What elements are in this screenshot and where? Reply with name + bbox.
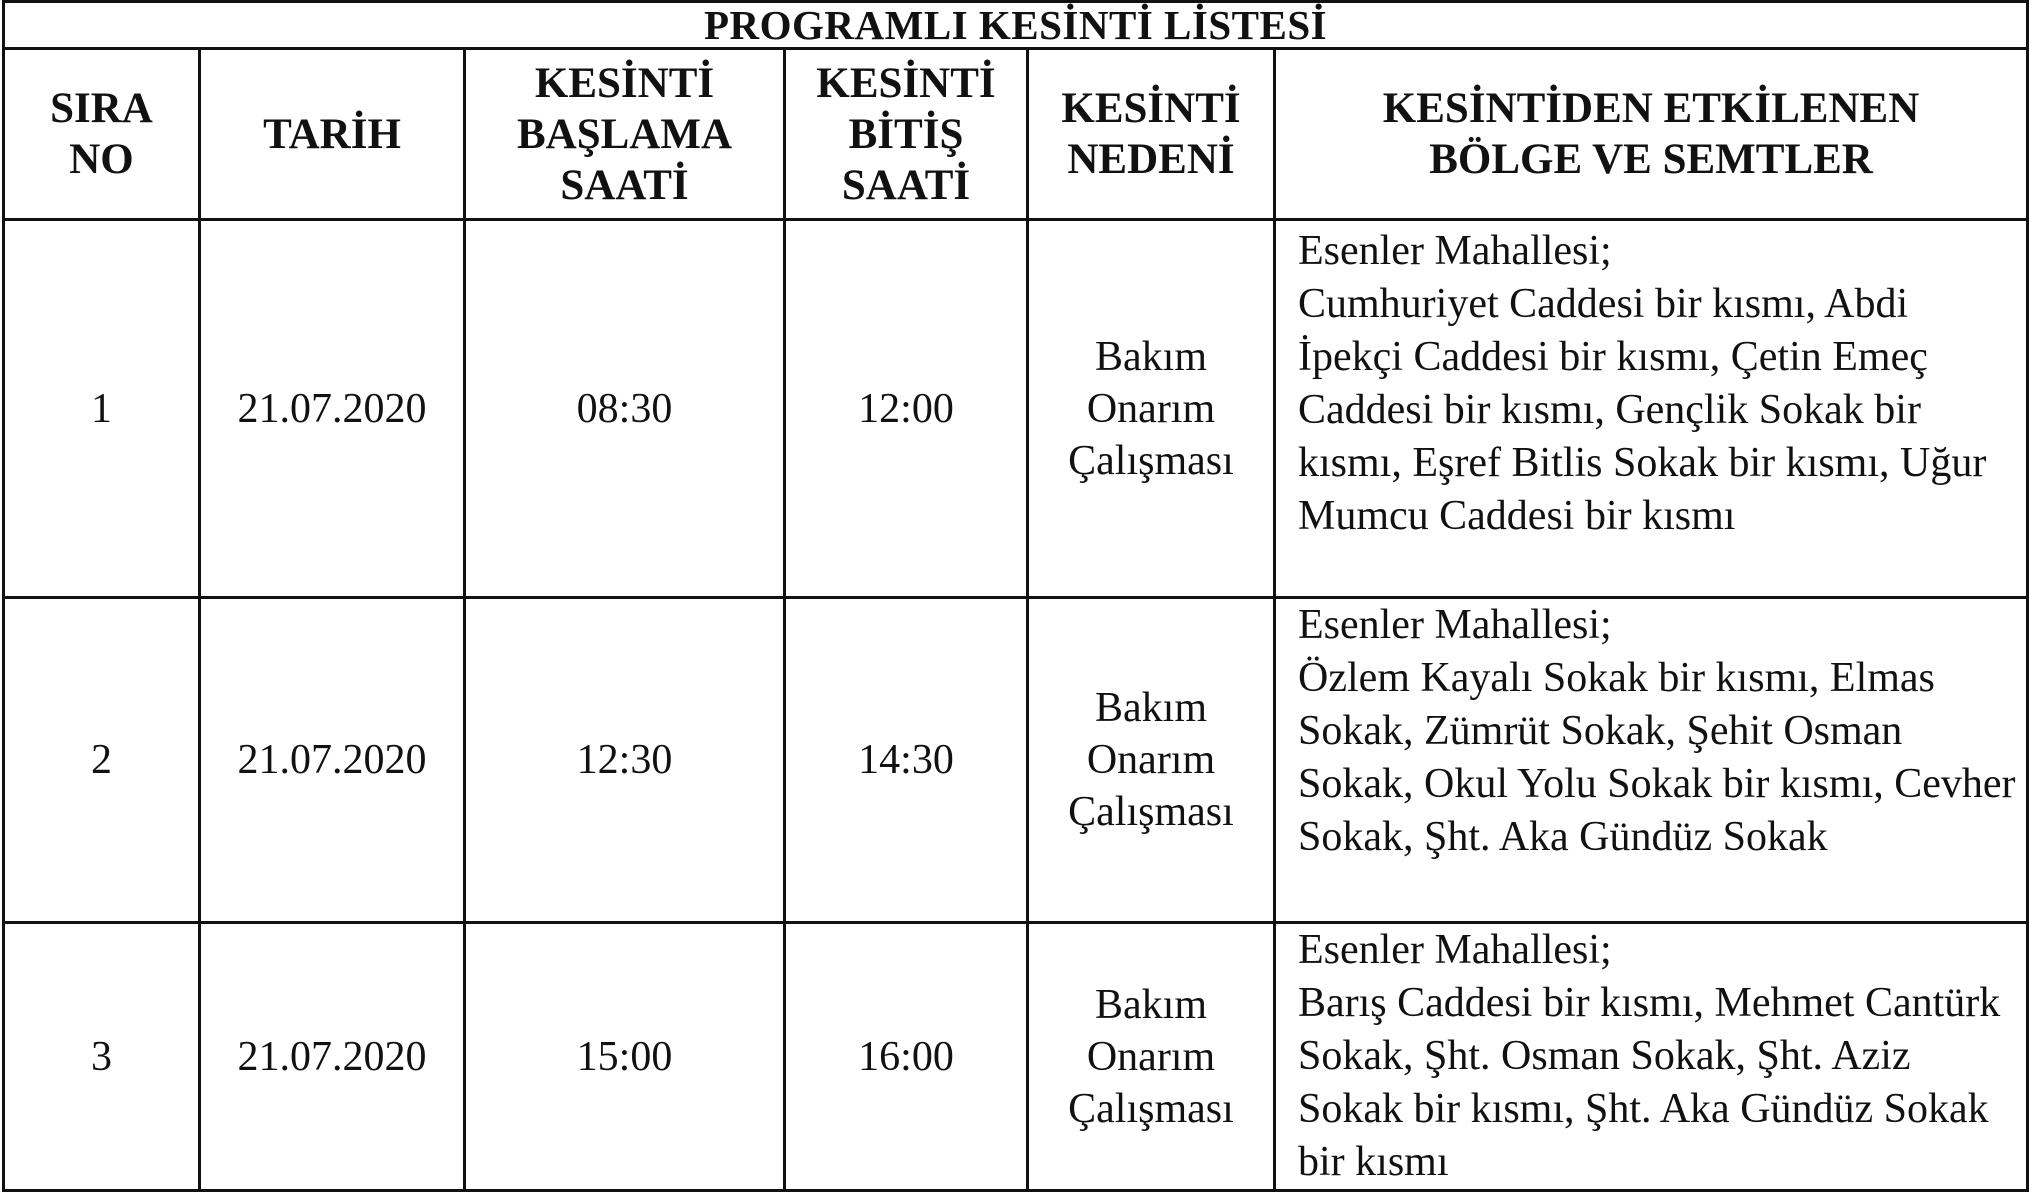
row-reason (1028, 220, 1275, 598)
affected-streets: Özlem Kayalı Sokak bir kısmı, Elmas Sokak, Zümrüt Sokak, Şehit Osman Sokak, Okul Yolu Sokak bir kısmı, Cevher Sokak, Şht. Aka Gündüz Sokak (1298, 655, 2016, 860)
outage-table (2, 0, 2029, 1192)
row-end-time: 12:00 (785, 220, 1028, 598)
reason-line: Bakım (1095, 333, 1207, 380)
reason-line: Bakım (1095, 685, 1207, 731)
row-date: 21.07.2020 (200, 598, 465, 923)
table-row (4, 220, 2028, 598)
reason-line: Onarım (1086, 737, 1216, 783)
document-title: PROGRAMLI KESİNTİ LİSTESİ (4, 2, 2028, 49)
header-bitis-saati (785, 49, 1028, 220)
affected-neighborhood: Esenler Mahallesi; (1298, 602, 1612, 648)
header-sira-no (4, 49, 200, 220)
row-end-time: 14:30 (785, 598, 1028, 923)
header-line: KESİNTİ (1061, 85, 1241, 132)
header-line: KESİNTİDEN ETKİLENEN (1382, 85, 1920, 132)
reason-line: Onarım (1086, 1033, 1216, 1080)
row-reason (1028, 923, 1275, 1191)
header-line: SAATİ (841, 161, 971, 209)
reason-line: Onarım (1086, 385, 1216, 432)
header-kesinti-nedeni (1028, 49, 1275, 220)
header-line: NO (69, 136, 134, 183)
affected-streets: Cumhuriyet Caddesi bir kısmı, Abdi İpekçi Caddesi bir kısmı, Çetin Emeç Caddesi bir kısmı, Gençlik Sokak bir kısmı, Eşref Bitlis Sokak bir kısmı, Uğur Mumcu Caddesi bir kısmı (1298, 281, 1987, 539)
header-line: NEDENİ (1067, 136, 1235, 183)
header-line: SIRA (50, 85, 153, 132)
affected-neighborhood: Esenler Mahallesi; (1298, 927, 1612, 973)
row-number: 2 (4, 598, 200, 923)
header-line: BÖLGE VE SEMTLER (1429, 136, 1873, 183)
row-reason (1028, 598, 1275, 923)
reason-line: Çalışması (1068, 789, 1234, 835)
header-baslama-saati (465, 49, 785, 220)
table-header-row (4, 49, 2028, 220)
header-line: KESİNTİ (816, 59, 996, 107)
row-affected-areas (1275, 923, 2028, 1191)
header-line: BAŞLAMA (516, 110, 733, 158)
reason-line: Çalışması (1068, 437, 1234, 484)
row-affected-areas (1275, 220, 2028, 598)
row-start-time: 08:30 (465, 220, 785, 598)
row-date: 21.07.2020 (200, 220, 465, 598)
row-end-time: 16:00 (785, 923, 1028, 1191)
affected-neighborhood: Esenler Mahallesi; (1298, 228, 1612, 274)
row-affected-areas (1275, 598, 2028, 923)
row-date: 21.07.2020 (200, 923, 465, 1191)
header-line: SAATİ (560, 161, 689, 209)
header-line: KESİNTİ (534, 59, 715, 107)
reason-line: Çalışması (1068, 1085, 1234, 1132)
row-start-time: 15:00 (465, 923, 785, 1191)
affected-streets: Barış Caddesi bir kısmı, Mehmet Cantürk Sokak, Şht. Osman Sokak, Şht. Aziz Sokak bir kısmı, Şht. Aka Gündüz Sokak bir kısmı (1298, 980, 2001, 1185)
row-number: 3 (4, 923, 200, 1191)
header-tarih (200, 49, 465, 220)
header-etkilenen-bolge (1275, 49, 2028, 220)
outage-list-document (2, 0, 2026, 1190)
row-number: 1 (4, 220, 200, 598)
header-line: BİTİŞ (848, 110, 964, 158)
row-start-time: 12:30 (465, 598, 785, 923)
table-row (4, 598, 2028, 923)
table-row (4, 923, 2028, 1191)
reason-line: Bakım (1095, 981, 1207, 1028)
header-line: TARİH (263, 110, 401, 158)
